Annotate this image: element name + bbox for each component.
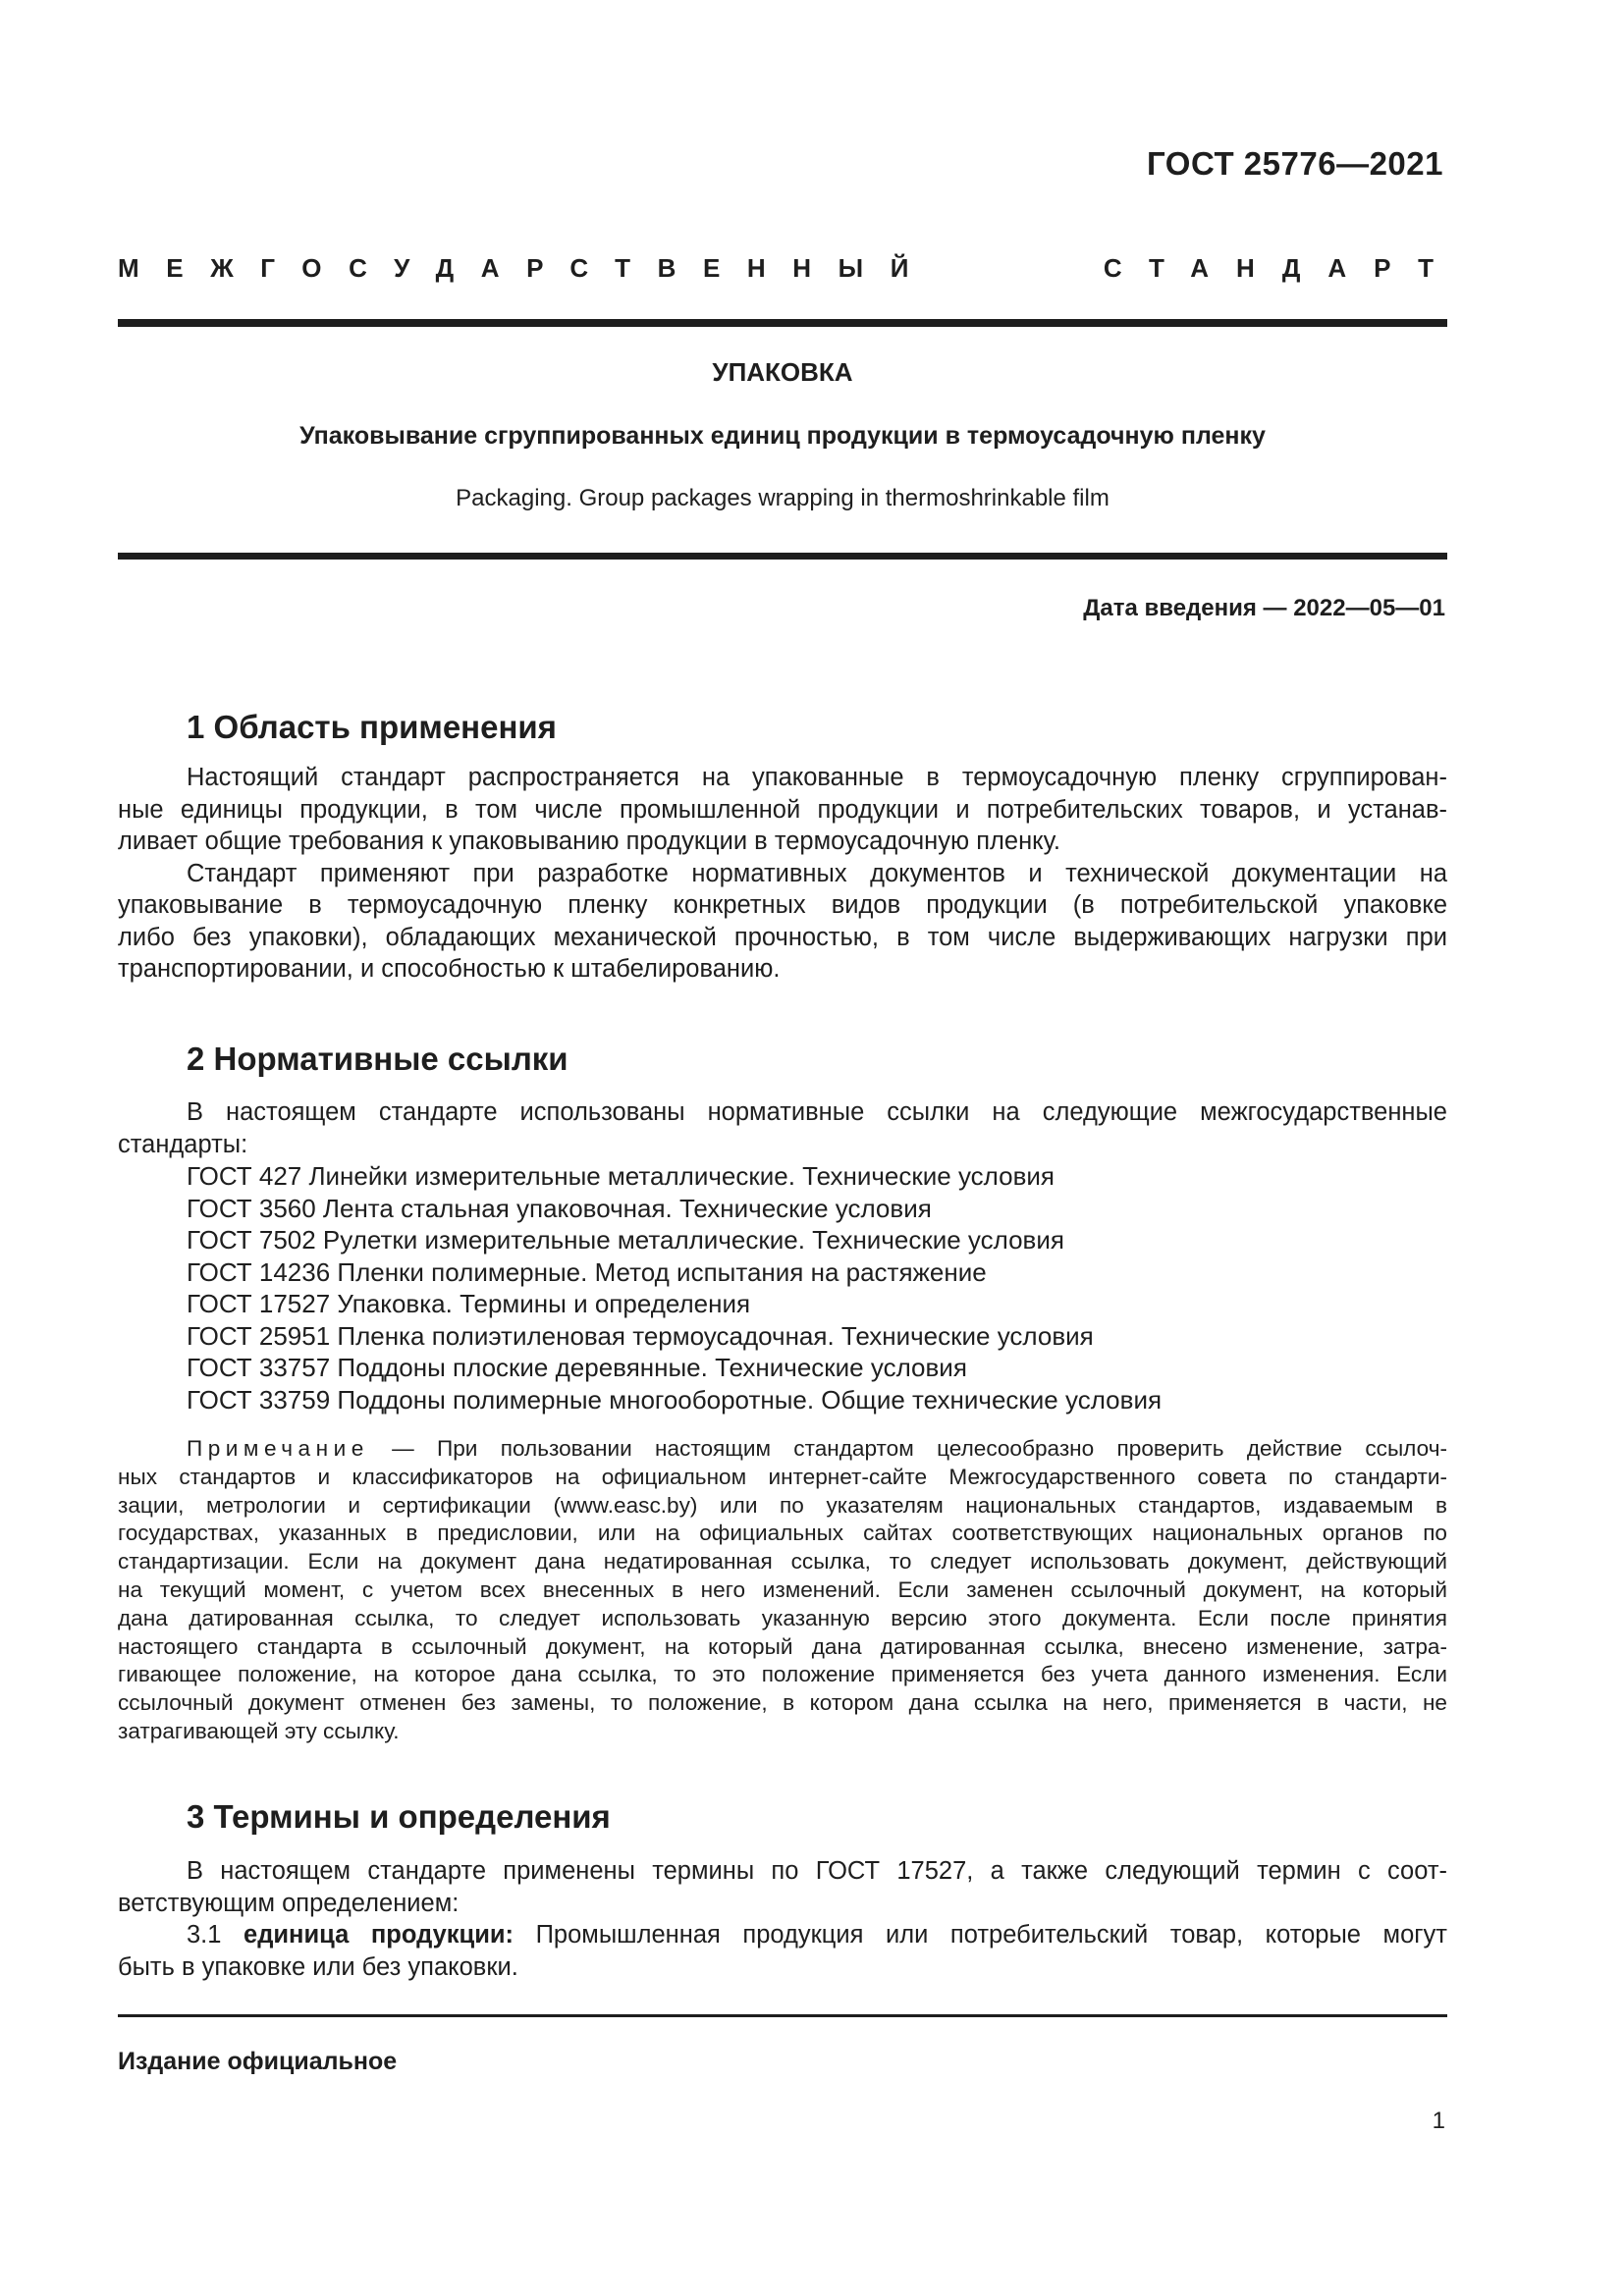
note-line: стандартизации. Если на документ дана недатированная ссылка, то следует использовать документ, действующий <box>118 1549 1447 1575</box>
note-text: — При пользовании настоящим стандартом целесообразно проверить действие ссылоч- <box>368 1436 1447 1461</box>
term-definition: Промышленная продукция или потребительский товар, которые могут <box>514 1921 1447 1949</box>
banner-word-interstate: МЕЖГОСУДАРСТВЕННЫЙ <box>118 253 937 283</box>
section-2-intro <box>118 1096 1447 1160</box>
reference-item: ГОСТ 25951 Пленка полиэтиленовая термоусадочная. Технические условия <box>187 1320 1094 1351</box>
paragraph-line: стандарты: <box>118 1130 248 1158</box>
paragraph-line: ветствующим определением: <box>118 1889 460 1917</box>
note-line: затрагивающей эту ссылку. <box>118 1718 400 1743</box>
reference-item: ГОСТ 17527 Упаковка. Термины и определения <box>187 1289 751 1318</box>
page-number: 1 <box>1432 2108 1445 2134</box>
paragraph-line: либо без упаковки), обладающих механической прочностью, в том числе выдерживающих нагрузки при <box>118 923 1447 951</box>
term-definition-line <box>118 1919 1447 1951</box>
section-3-heading: 3 Термины и определения <box>187 1798 611 1835</box>
note-line: ных стандартов и классификаторов на официальном интернет-сайте Межгосударственного совета по стандарти- <box>118 1464 1447 1489</box>
note-line <box>118 1435 1447 1464</box>
note-line: ссылочный документ отменен без замены, то положение, в котором дана ссылка на него, применяется в части, не <box>118 1690 1447 1716</box>
official-edition-label: Издание официальное <box>118 2048 398 2075</box>
note-line: гивающее положение, на которое дана ссылка, то это положение применяется без учета данного изменения. Если <box>118 1662 1447 1687</box>
term: единица продукции: <box>244 1921 514 1949</box>
paragraph-line: быть в упаковке или без упаковки. <box>118 1952 518 1981</box>
paragraph-line: В настоящем стандарте использованы нормативные ссылки на следующие межгосударственные <box>187 1098 1447 1126</box>
note-line: дана датированная ссылка, то следует использовать указанную версию этого документа. Если после принятия <box>118 1605 1447 1630</box>
reference-item: ГОСТ 14236 Пленки полимерные. Метод испытания на растяжение <box>187 1256 987 1287</box>
note-line: на текущий момент, с учетом всех внесенных в него изменений. Если заменен ссылочный документ, на который <box>118 1576 1447 1602</box>
document-subtitle: Упаковывание сгруппированных единиц продукции в термоусадочную пленку <box>299 422 1266 450</box>
section-2-heading: 2 Нормативные ссылки <box>187 1041 568 1077</box>
document-title-english: Packaging. Group packages wrapping in thermoshrinkable film <box>456 485 1110 511</box>
section-1-heading: 1 Область применения <box>187 709 557 745</box>
section-3-body <box>118 1855 1447 1983</box>
header-rule <box>118 319 1447 327</box>
note-line: зации, метрологии и сертификации (www.easc.by) или по указателям национальных стандартов, издаваемым в <box>118 1492 1447 1518</box>
footer-rule <box>118 2014 1447 2017</box>
reference-item: ГОСТ 33757 Поддоны плоские деревянные. Технические условия <box>187 1353 967 1382</box>
reference-item: ГОСТ 3560 Лента стальная упаковочная. Технические условия <box>187 1193 932 1223</box>
section-1-body <box>118 762 1447 986</box>
document-id: ГОСТ 25776—2021 <box>1147 145 1443 182</box>
paragraph-line: В настоящем стандарте применены термины по ГОСТ 17527, а также следующий термин с соот- <box>187 1857 1447 1885</box>
paragraph-line: Настоящий стандарт распространяется на упакованные в термоусадочную пленку сгруппирован- <box>187 764 1447 791</box>
paragraph-line: транспортировании, и способностью к штабелированию. <box>118 955 781 983</box>
reference-item: ГОСТ 33759 Поддоны полимерные многооборотные. Общие технические условия <box>187 1384 1163 1415</box>
paragraph-line: Стандарт применяют при разработке нормативных документов и технической документации на <box>187 859 1447 887</box>
paragraph-line: ные единицы продукции, в том числе промышленной продукции и потребительских товаров, и устанав- <box>118 795 1447 824</box>
introduction-date: Дата введения — 2022—05—01 <box>1083 595 1445 621</box>
title-rule <box>118 553 1447 560</box>
normative-references-list <box>187 1160 1162 1415</box>
banner-word-standard: СТАНДАРТ <box>1103 253 1461 283</box>
interstate-standard-banner <box>118 253 1461 284</box>
paragraph-line: упаковывание в термоусадочную пленку конкретных видов продукции (в потребительской упаковке <box>118 891 1447 919</box>
note-line: настоящего стандарта в ссылочный документ, на который дана датированная ссылка, внесено изменение, затра- <box>118 1633 1447 1659</box>
reference-item: ГОСТ 427 Линейки измерительные металлические. Технические условия <box>187 1161 1055 1191</box>
term-number: 3.1 <box>187 1921 244 1949</box>
note-line: государствах, указанных в предисловии, или на официальных сайтах соответствующих национальных органов по <box>118 1521 1447 1546</box>
document-title: УПАКОВКА <box>712 357 853 387</box>
paragraph-line: ливает общие требования к упаковыванию продукции в термоусадочную пленку. <box>118 828 1060 855</box>
references-note <box>118 1435 1447 1746</box>
note-label: Примечание <box>187 1436 369 1461</box>
reference-item: ГОСТ 7502 Рулетки измерительные металлические. Технические условия <box>187 1225 1064 1255</box>
